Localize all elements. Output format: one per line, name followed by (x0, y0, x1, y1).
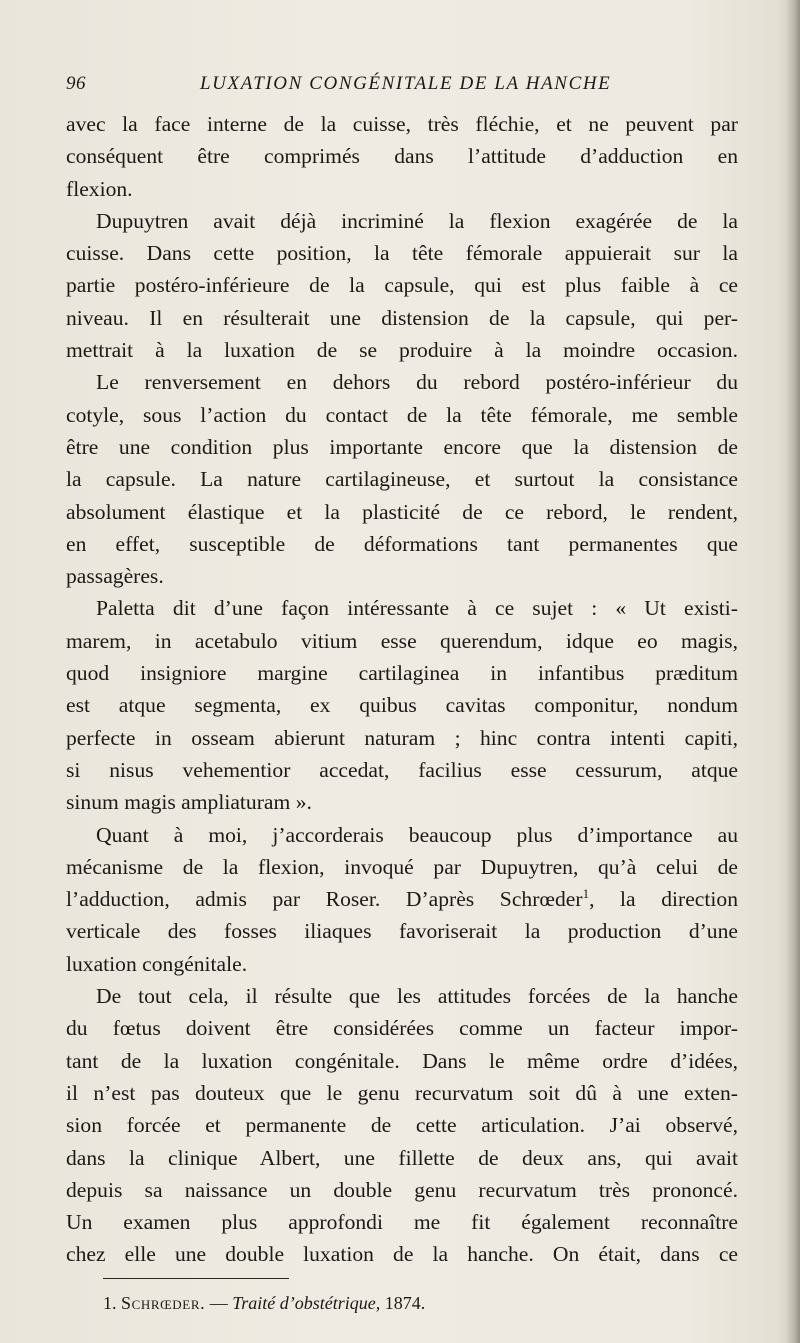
text-line-content: verticale des fosses iliaques favoriserait la production d’une (66, 919, 738, 944)
footnote-title: Traité d’obstétrique, (232, 1293, 381, 1313)
text-line (66, 948, 738, 980)
text-line-content: Paletta dit d’une façon intéressante à ce sujet : « Ut existi- (96, 596, 738, 621)
text-line (66, 1109, 738, 1141)
text-line (66, 1077, 738, 1109)
text-line-content: partie postéro-inférieure de la capsule, qui est plus faible à ce (66, 273, 738, 298)
text-line-content: passagères. (66, 564, 164, 589)
text-line (66, 592, 738, 624)
page-header (0, 73, 800, 103)
text-line (66, 625, 738, 657)
text-line (66, 1174, 738, 1206)
text-line-content: De tout cela, il résulte que les attitudes forcées de la hanche (96, 984, 738, 1009)
footnote (103, 1293, 425, 1314)
text-line-content: cotyle, sous l’action du contact de la tête fémorale, me semble (66, 402, 738, 427)
text-line (66, 237, 738, 269)
text-line-content: Un examen plus approfondi me fit également reconnaître (66, 1210, 738, 1235)
text-line (66, 366, 738, 398)
text-line-content: sion forcée et permanente de cette articulation. J’ai observé, (66, 1113, 738, 1138)
text-line (66, 754, 738, 786)
body-text (66, 108, 738, 1271)
text-line-content: depuis sa naissance un double genu recurvatum très prononcé. (66, 1177, 738, 1202)
text-line-content: tant de la luxation congénitale. Dans le même ordre d’idées, (66, 1048, 738, 1073)
text-line (66, 722, 738, 754)
text-line-content: conséquent être comprimés dans l’attitude d’adduction en (66, 144, 738, 169)
text-line (66, 819, 738, 851)
text-line (66, 269, 738, 301)
text-line (66, 108, 738, 140)
text-line-content: si nisus vehementior accedat, facilius esse cessurum, atque (66, 757, 738, 782)
text-line (66, 1142, 738, 1174)
text-line-content: il n’est pas douteux que le genu recurvatum soit dû à une exten- (66, 1080, 738, 1105)
text-line (66, 689, 738, 721)
text-line (66, 560, 738, 592)
text-line-content: perfecte in osseam abierunt naturam ; hinc contra intenti capiti, (66, 725, 738, 750)
text-line-content: marem, in acetabulo vitium esse querendum, idque eo magis, (66, 628, 738, 653)
footnote-reference: 1 (582, 885, 590, 901)
running-title: LUXATION CONGÉNITALE DE LA HANCHE (200, 73, 612, 94)
text-line-content: la capsule. La nature cartilagineuse, et surtout la consistance (66, 467, 738, 492)
footnote-dash: — (209, 1293, 228, 1313)
text-line (66, 1012, 738, 1044)
footnote-number: 1. (103, 1293, 117, 1313)
text-line-content: est atque segmenta, ex quibus cavitas componitur, nondum (66, 693, 738, 718)
footnote-year: 1874. (384, 1293, 426, 1313)
text-line (66, 205, 738, 237)
text-line (66, 1045, 738, 1077)
text-line-content: mécanisme de la flexion, invoqué par Dupuytren, qu’à celui de (66, 854, 738, 879)
text-line-content: du fœtus doivent être considérées comme un facteur impor- (66, 1016, 738, 1041)
page-number: 96 (66, 73, 86, 94)
text-line (66, 883, 738, 915)
text-line (66, 302, 738, 334)
text-line-content: Quant à moi, j’accorderais beaucoup plus d’importance au (96, 822, 738, 847)
text-line (66, 173, 738, 205)
text-line-content: en effet, susceptible de déformations tant permanentes que (66, 531, 738, 556)
text-line (66, 657, 738, 689)
text-line-content: cuisse. Dans cette position, la tête fémorale appuierait sur la (66, 241, 738, 266)
text-line (66, 980, 738, 1012)
text-line (66, 1206, 738, 1238)
text-line (66, 140, 738, 172)
page-edge-shadow (786, 0, 800, 1343)
text-line-content: être une condition plus importante encore que la distension de (66, 434, 738, 459)
footnote-separator (103, 1278, 289, 1279)
text-line (66, 463, 738, 495)
text-line-tail: , la direction (589, 887, 738, 912)
text-line (66, 1238, 738, 1270)
text-line-content: dans la clinique Albert, une fillette de deux ans, qui avait (66, 1145, 738, 1170)
text-line-content: l’adduction, admis par Roser. D’après Schrœder (66, 887, 583, 912)
text-line (66, 431, 738, 463)
text-line (66, 851, 738, 883)
text-line-content: niveau. Il en résulterait une distension de la capsule, qui per- (66, 305, 738, 330)
text-line-content: flexion. (66, 176, 133, 201)
text-line (66, 496, 738, 528)
text-line (66, 915, 738, 947)
text-line-content: avec la face interne de la cuisse, très fléchie, et ne peuvent par (66, 112, 738, 136)
text-line-content: mettrait à la luxation de se produire à la moindre occasion. (66, 338, 738, 363)
footnote-author: Schrœder. (121, 1293, 206, 1313)
text-line (66, 334, 738, 366)
text-line-content: absolument élastique et la plasticité de ce rebord, le rendent, (66, 499, 738, 524)
text-line-content: Le renversement en dehors du rebord postéro-inférieur du (96, 370, 738, 395)
text-line (66, 786, 738, 818)
text-line (66, 399, 738, 431)
text-line-content: quod insigniore margine cartilaginea in infantibus præditum (66, 661, 738, 686)
text-line-content: Dupuytren avait déjà incriminé la flexion exagérée de la (96, 208, 738, 233)
text-line-content: sinum magis ampliaturam ». (66, 790, 312, 815)
text-line-content: chez elle une double luxation de la hanche. On était, dans ce (66, 1242, 738, 1267)
text-line (66, 528, 738, 560)
text-line-content: luxation congénitale. (66, 951, 248, 976)
